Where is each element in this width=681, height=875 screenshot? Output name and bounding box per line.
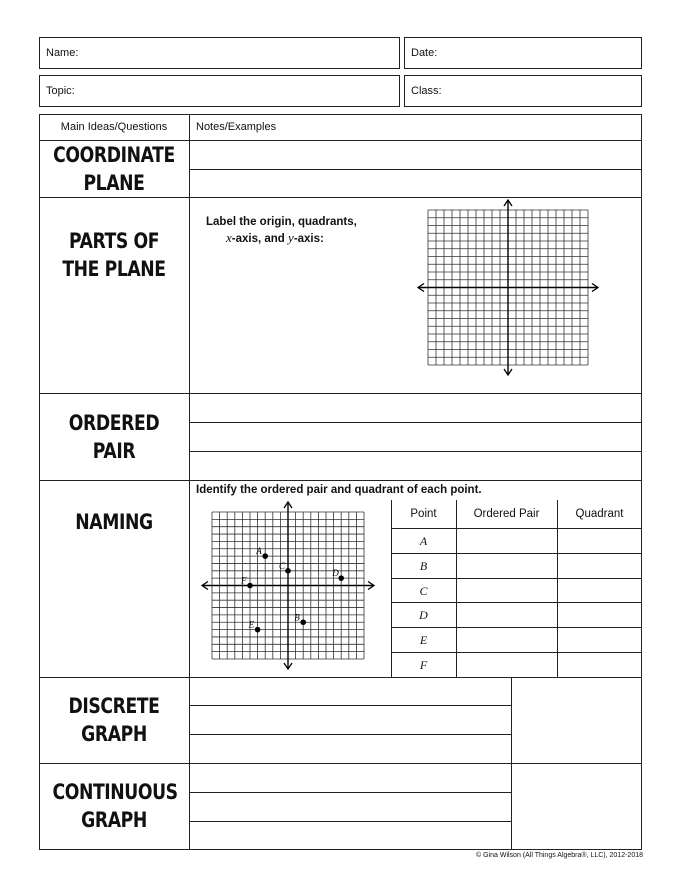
- row-divider: [39, 763, 642, 764]
- writing-line: [189, 821, 511, 822]
- writing-line: [189, 705, 511, 706]
- table-point-label: F: [419, 658, 428, 672]
- parts-instruction-line1: Label the origin, quadrants,: [206, 216, 357, 228]
- table-header-point: Point: [410, 508, 437, 520]
- writing-line: [189, 422, 642, 423]
- row-divider: [39, 480, 642, 481]
- ordered-pair-cell[interactable]: [457, 603, 556, 626]
- copyright-footer: © Gina Wilson (All Things Algebra®, LLC), 2012-2018: [476, 852, 643, 859]
- point-label: D: [332, 568, 339, 579]
- ordered-pair-cell[interactable]: [457, 579, 556, 602]
- instruction-end: -axis:: [293, 233, 324, 245]
- column-divider: [189, 114, 190, 850]
- writing-line: [189, 451, 642, 452]
- section-title-line: PARTS OF: [68, 229, 160, 253]
- table-point-label: D: [419, 608, 428, 623]
- writing-line: [189, 792, 511, 793]
- quadrant-cell[interactable]: [558, 554, 641, 577]
- section-title-line: CONTINUOUS: [52, 780, 178, 804]
- point-label: A: [256, 546, 262, 557]
- section-title-line: GRAPH: [81, 722, 147, 746]
- section-title-line: GRAPH: [81, 808, 147, 832]
- section-title-line: PAIR: [92, 439, 136, 463]
- writing-line: [189, 169, 642, 170]
- point-label: B: [294, 612, 300, 623]
- parts-instruction-line2: [206, 230, 357, 247]
- naming-coordinate-grid[interactable]: [198, 500, 380, 677]
- name-field[interactable]: [39, 37, 400, 69]
- table-point-label: C: [419, 583, 428, 598]
- y-variable: y: [288, 230, 294, 245]
- plotted-point: [285, 568, 291, 574]
- instruction-mid: -axis, and: [231, 233, 289, 245]
- ordered-pair-cell[interactable]: [457, 653, 556, 676]
- row-divider: [39, 677, 642, 678]
- section-coordinate-plane: [39, 141, 189, 197]
- section-title-line: NAMING: [75, 510, 153, 534]
- section-naming: [39, 508, 189, 536]
- section-title-line: COORDINATE: [53, 143, 175, 167]
- class-field[interactable]: [404, 75, 642, 107]
- section-title-line: THE PLANE: [62, 257, 166, 281]
- plotted-point: [247, 583, 253, 589]
- topic-label: Topic:: [46, 85, 75, 97]
- x-variable: x: [226, 230, 232, 245]
- ordered-pair-cell[interactable]: [457, 529, 556, 552]
- parts-instruction: [206, 214, 357, 247]
- class-label: Class:: [411, 85, 442, 97]
- section-title-line: ORDERED: [68, 411, 160, 435]
- table-header-quadrant: Quadrant: [575, 508, 624, 520]
- section-title-line: PLANE: [83, 171, 145, 195]
- quadrant-cell[interactable]: [558, 529, 641, 552]
- plotted-point: [255, 627, 261, 633]
- quadrant-cell[interactable]: [558, 653, 641, 676]
- quadrant-cell[interactable]: [558, 603, 641, 626]
- parts-coordinate-grid[interactable]: [414, 198, 604, 380]
- plotted-point: [338, 575, 344, 581]
- column-header-right: Notes/Examples: [196, 121, 277, 133]
- section-continuous-graph: [39, 778, 189, 834]
- section-ordered-pair: [39, 409, 189, 465]
- plotted-point: [300, 619, 306, 625]
- quadrant-cell[interactable]: [558, 579, 641, 602]
- ordered-pair-cell[interactable]: [457, 554, 556, 577]
- naming-table: [391, 500, 642, 677]
- section-parts-of-plane: [39, 227, 189, 283]
- date-field[interactable]: [404, 37, 642, 69]
- quadrant-cell[interactable]: [558, 628, 641, 651]
- table-header-ordered-pair: Ordered Pair: [473, 508, 540, 520]
- naming-instruction: Identify the ordered pair and quadrant of each point.: [196, 484, 482, 496]
- date-label: Date:: [411, 47, 438, 59]
- plotted-point: [262, 553, 268, 559]
- point-label: F: [241, 575, 247, 586]
- section-title-line: DISCRETE: [68, 694, 160, 718]
- topic-field[interactable]: [39, 75, 400, 107]
- column-header-left: Main Ideas/Questions: [60, 121, 168, 133]
- point-label: C: [279, 560, 286, 571]
- row-divider: [39, 393, 642, 394]
- table-point-label: A: [419, 534, 428, 548]
- ordered-pair-cell[interactable]: [457, 628, 556, 651]
- section-discrete-graph: [39, 692, 189, 748]
- table-point-label: E: [419, 633, 428, 648]
- point-label: E: [248, 619, 255, 630]
- table-point-label: B: [419, 558, 428, 573]
- writing-line: [189, 734, 511, 735]
- graph-box-divider: [511, 677, 512, 850]
- name-label: Name:: [46, 47, 79, 59]
